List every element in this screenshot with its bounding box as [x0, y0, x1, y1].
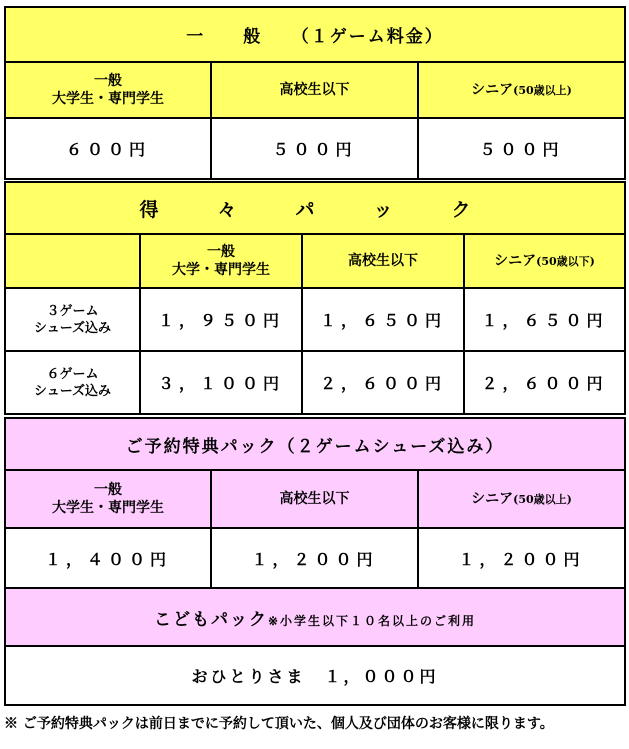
value-pack-row-label-line2: シューズ込み — [33, 383, 112, 399]
value-pack-header-adult — [140, 234, 302, 288]
value-pack-header-senior-age: (50歳以下) — [536, 254, 595, 268]
reserve-pack-header-senior — [418, 470, 625, 528]
general-title: 一 般 （１ゲーム料金） — [5, 7, 625, 62]
reserve-pack-header-senior-label: シニア — [471, 490, 514, 507]
value-pack-price-senior: １，６５０円 — [464, 288, 625, 351]
value-pack-title: 得 々 パ ッ ク — [5, 182, 625, 234]
value-pack-header-adult-line1: 一般 — [207, 244, 235, 260]
reserve-pack-header-senior-age: (50歳以上) — [513, 492, 572, 506]
table-row — [5, 351, 625, 414]
reserve-pack-header-highschool — [211, 470, 418, 528]
general-price-highschool: ５００円 — [211, 118, 418, 179]
value-pack-price-adult: １，９５０円 — [140, 288, 302, 351]
reserve-pack-header-adult — [5, 470, 211, 528]
value-pack-price-highschool: ２，６００円 — [302, 351, 464, 414]
general-header-senior — [418, 62, 625, 118]
general-header-adult — [5, 62, 211, 118]
reserve-pack-price-adult: １，４００円 — [5, 528, 211, 588]
value-pack-row-label — [5, 288, 140, 351]
reserve-pack-table — [4, 417, 626, 706]
reserve-pack-header-adult-line1: 一般 — [94, 482, 122, 498]
value-pack-table — [4, 181, 626, 415]
reserve-pack-header-adult-line2: 大学生・専門学生 — [52, 500, 164, 516]
value-pack-header-senior-label: シニア — [494, 252, 537, 269]
reserve-pack-title: ご予約特典パック（２ゲームシューズ込み） — [5, 418, 625, 470]
value-pack-header-senior — [464, 234, 625, 288]
value-pack-header-empty — [5, 234, 140, 288]
general-header-highschool-label: 高校生以下 — [279, 82, 350, 98]
footnote: ※ ご予約特典パックは前日までに予約して頂いた、個人及び団体のお客様に限ります。 — [4, 716, 554, 732]
table-row — [5, 288, 625, 351]
kids-pack-note: ※小学生以下１０名以上のご利用 — [267, 613, 477, 628]
general-header-adult-line2: 大学生・専門学生 — [52, 91, 164, 107]
general-header-adult-line1: 一般 — [94, 73, 122, 89]
reserve-pack-header-highschool-label: 高校生以下 — [279, 491, 350, 507]
value-pack-header-highschool — [302, 234, 464, 288]
general-price-adult: ６００円 — [5, 118, 211, 179]
value-pack-row-label — [5, 351, 140, 414]
value-pack-price-adult: ３，１００円 — [140, 351, 302, 414]
value-pack-header-highschool-label: 高校生以下 — [348, 253, 418, 269]
kids-pack-title: こどもパック — [153, 609, 268, 630]
value-pack-row-label-line1: ３ゲーム — [46, 303, 99, 319]
value-pack-row-label-line2: シューズ込み — [33, 320, 112, 336]
general-header-highschool — [211, 62, 418, 118]
kids-pack-title-row — [5, 588, 625, 646]
general-price-senior: ５００円 — [418, 118, 625, 179]
kids-pack-price: おひとりさま １，０００円 — [5, 646, 625, 705]
reserve-pack-price-senior: １，２００円 — [418, 528, 625, 588]
value-pack-price-highschool: １，６５０円 — [302, 288, 464, 351]
reserve-pack-price-highschool: １，２００円 — [211, 528, 418, 588]
general-header-senior-label: シニア — [471, 81, 514, 98]
value-pack-price-senior: ２，６００円 — [464, 351, 625, 414]
value-pack-row-label-line1: ６ゲーム — [46, 366, 99, 382]
general-header-senior-age: (50歳以上) — [513, 83, 572, 97]
value-pack-header-adult-line2: 大学・専門学生 — [172, 262, 270, 278]
general-price-table — [4, 6, 626, 180]
